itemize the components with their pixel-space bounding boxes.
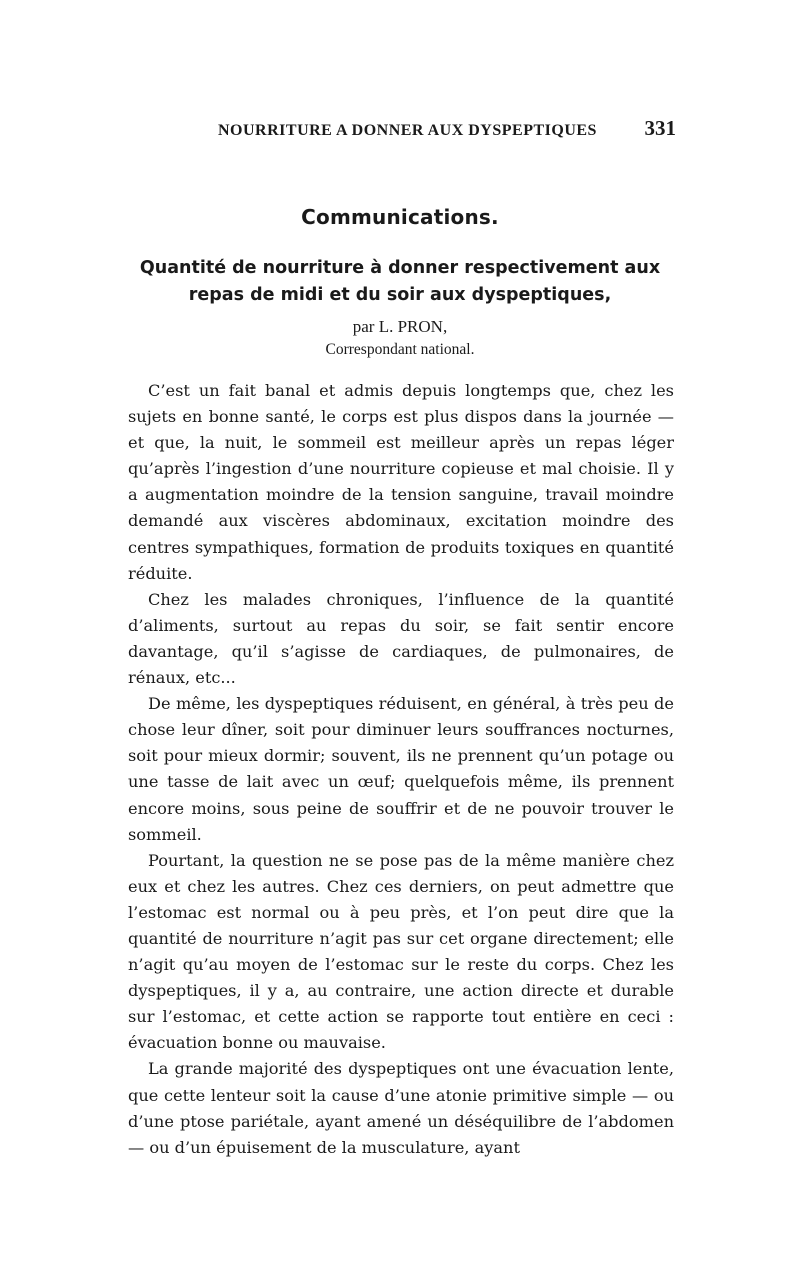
page-number: 331 — [644, 116, 676, 140]
paragraph: Chez les malades chroniques, l’influence de la quantité d’aliments, surtout au repas du soir, se fait sentir encore davantage, qu’il s’agisse de cardiaques, de pulmonaires, de rénaux, etc... — [128, 589, 674, 688]
author-affiliation: Correspondant national. — [325, 341, 475, 358]
article-body — [128, 378, 674, 1161]
byline: par L. PRON, — [352, 317, 448, 336]
article-title: Quantité de nourriture à donner respectivement aux repas de midi et du soir aux dyspeptiques, — [139, 258, 661, 305]
paragraph: C’est un fait banal et admis depuis longtemps que, chez les sujets en bonne santé, le corps est plus dispos dans la journée — et que, la nuit, le sommeil est meilleur après un repas léger qu’après l’ingestion d’une nourriture copieuse et mal choisie. Il y a augmentation moindre de la tension sanguine, travail moindre demandé aux viscères abdominaux, excitation moindre des centres sympathiques, formation de produits toxiques en quantité réduite. — [128, 381, 674, 583]
running-head — [138, 116, 676, 141]
running-head-title: NOURRITURE A DONNER AUX DYSPEPTIQUES — [218, 122, 597, 139]
section-title: Communications. — [301, 205, 499, 229]
paragraph: Pourtant, la question ne se pose pas de la même manière chez eux et chez les autres. Chez ces derniers, on peut admettre que l’estomac est normal ou à peu près, et l’on peut dire que la quantité de nourriture n’agit pas sur cet organe directement; elle n’agit qu’au moyen de l’estomac sur le reste du corps. Chez les dyspeptiques, il y a, au contraire, une action directe et durable sur l’estomac, et cette action se rapporte tout entière en ceci : évacuation bonne ou mauvaise. — [128, 850, 674, 1053]
paragraph: De même, les dyspeptiques réduisent, en général, à très peu de chose leur dîner, soit pour diminuer leurs souffrances nocturnes, soit pour mieux dormir; souvent, ils ne prennent qu’un potage ou une tasse de lait avec un œuf; quelquefois même, ils prennent encore moins, sous peine de souffrir et de ne pouvoir trouver le sommeil. — [128, 694, 674, 844]
paragraph: La grande majorité des dyspeptiques ont une évacuation lente, que cette lenteur soit la cause d’une atonie primitive simple — ou d’une ptose pariétale, ayant amené un déséquilibre de l’abdomen — ou d’un épuisement de la musculature, ayant — [128, 1059, 674, 1157]
